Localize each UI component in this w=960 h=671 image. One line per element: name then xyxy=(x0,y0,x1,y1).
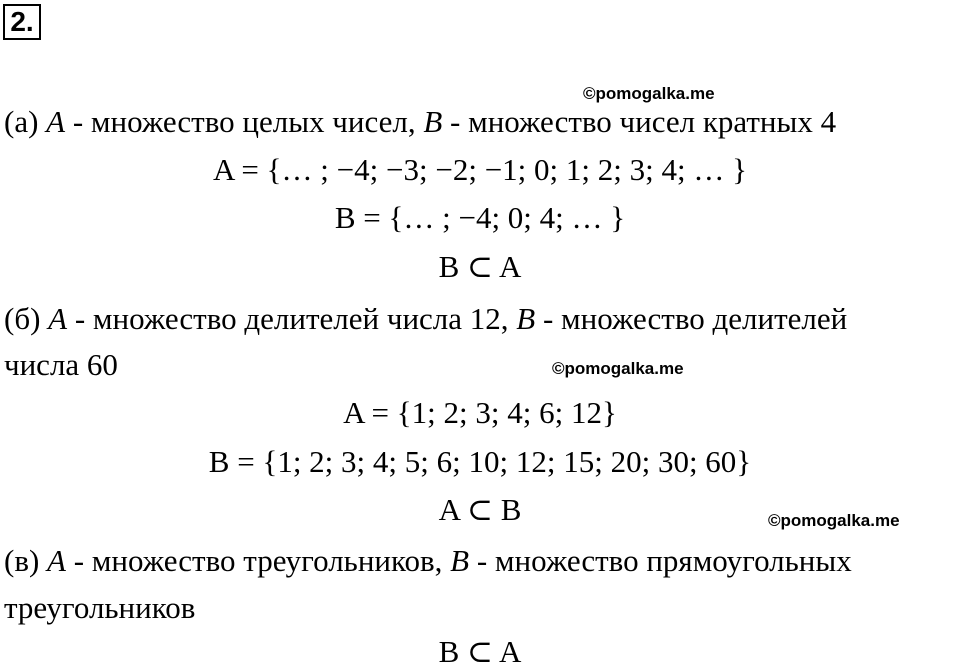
part-b-relation: A ⊂ B xyxy=(438,492,522,527)
part-a-statement xyxy=(4,103,836,141)
part-a-equation-b: B = {… ; −4; 0; 4; … } xyxy=(334,200,626,235)
part-a-relation: B ⊂ A xyxy=(438,249,522,284)
part-c-statement-cont: треугольников xyxy=(4,590,196,625)
part-a-desc-b: - множество чисел кратных 4 xyxy=(450,104,837,139)
part-a-set-a: A xyxy=(46,104,66,139)
part-b-desc-b: - множество делителей xyxy=(542,301,848,336)
part-a-equation-a: A = {… ; −4; −3; −2; −1; 0; 1; 2; 3; 4; … } xyxy=(213,152,747,187)
part-b-equation-b: B = {1; 2; 3; 4; 5; 6; 10; 12; 15; 20; 30; 60} xyxy=(208,444,752,479)
part-a-set-b: B xyxy=(423,104,443,139)
part-a-desc-a: - множество целых чисел, xyxy=(72,104,416,139)
part-b-set-a: A xyxy=(48,301,68,336)
part-c-desc-a: - множество треугольников, xyxy=(73,543,443,578)
part-b-equation-a: A = {1; 2; 3; 4; 6; 12} xyxy=(343,395,617,430)
part-c-relation: B ⊂ A xyxy=(438,634,522,669)
problem-number: 2. xyxy=(3,4,41,40)
part-c-set-a: A xyxy=(47,543,66,578)
watermark: ©pomogalka.me xyxy=(583,84,715,103)
part-b-statement xyxy=(4,300,847,338)
watermark: ©pomogalka.me xyxy=(552,359,684,378)
part-b-set-b: B xyxy=(516,301,536,336)
part-c-label: (в) xyxy=(4,543,40,578)
part-c-statement xyxy=(4,542,852,580)
part-c-desc-b: - множество прямоугольных xyxy=(476,543,852,578)
part-a-label: (а) xyxy=(4,104,39,139)
part-b-statement-cont: числа 60 xyxy=(4,347,118,382)
part-b-desc-a: - множество делителей числа 12, xyxy=(74,301,509,336)
watermark: ©pomogalka.me xyxy=(768,511,900,530)
part-c-set-b: B xyxy=(450,543,470,578)
part-b-label: (б) xyxy=(4,301,41,336)
